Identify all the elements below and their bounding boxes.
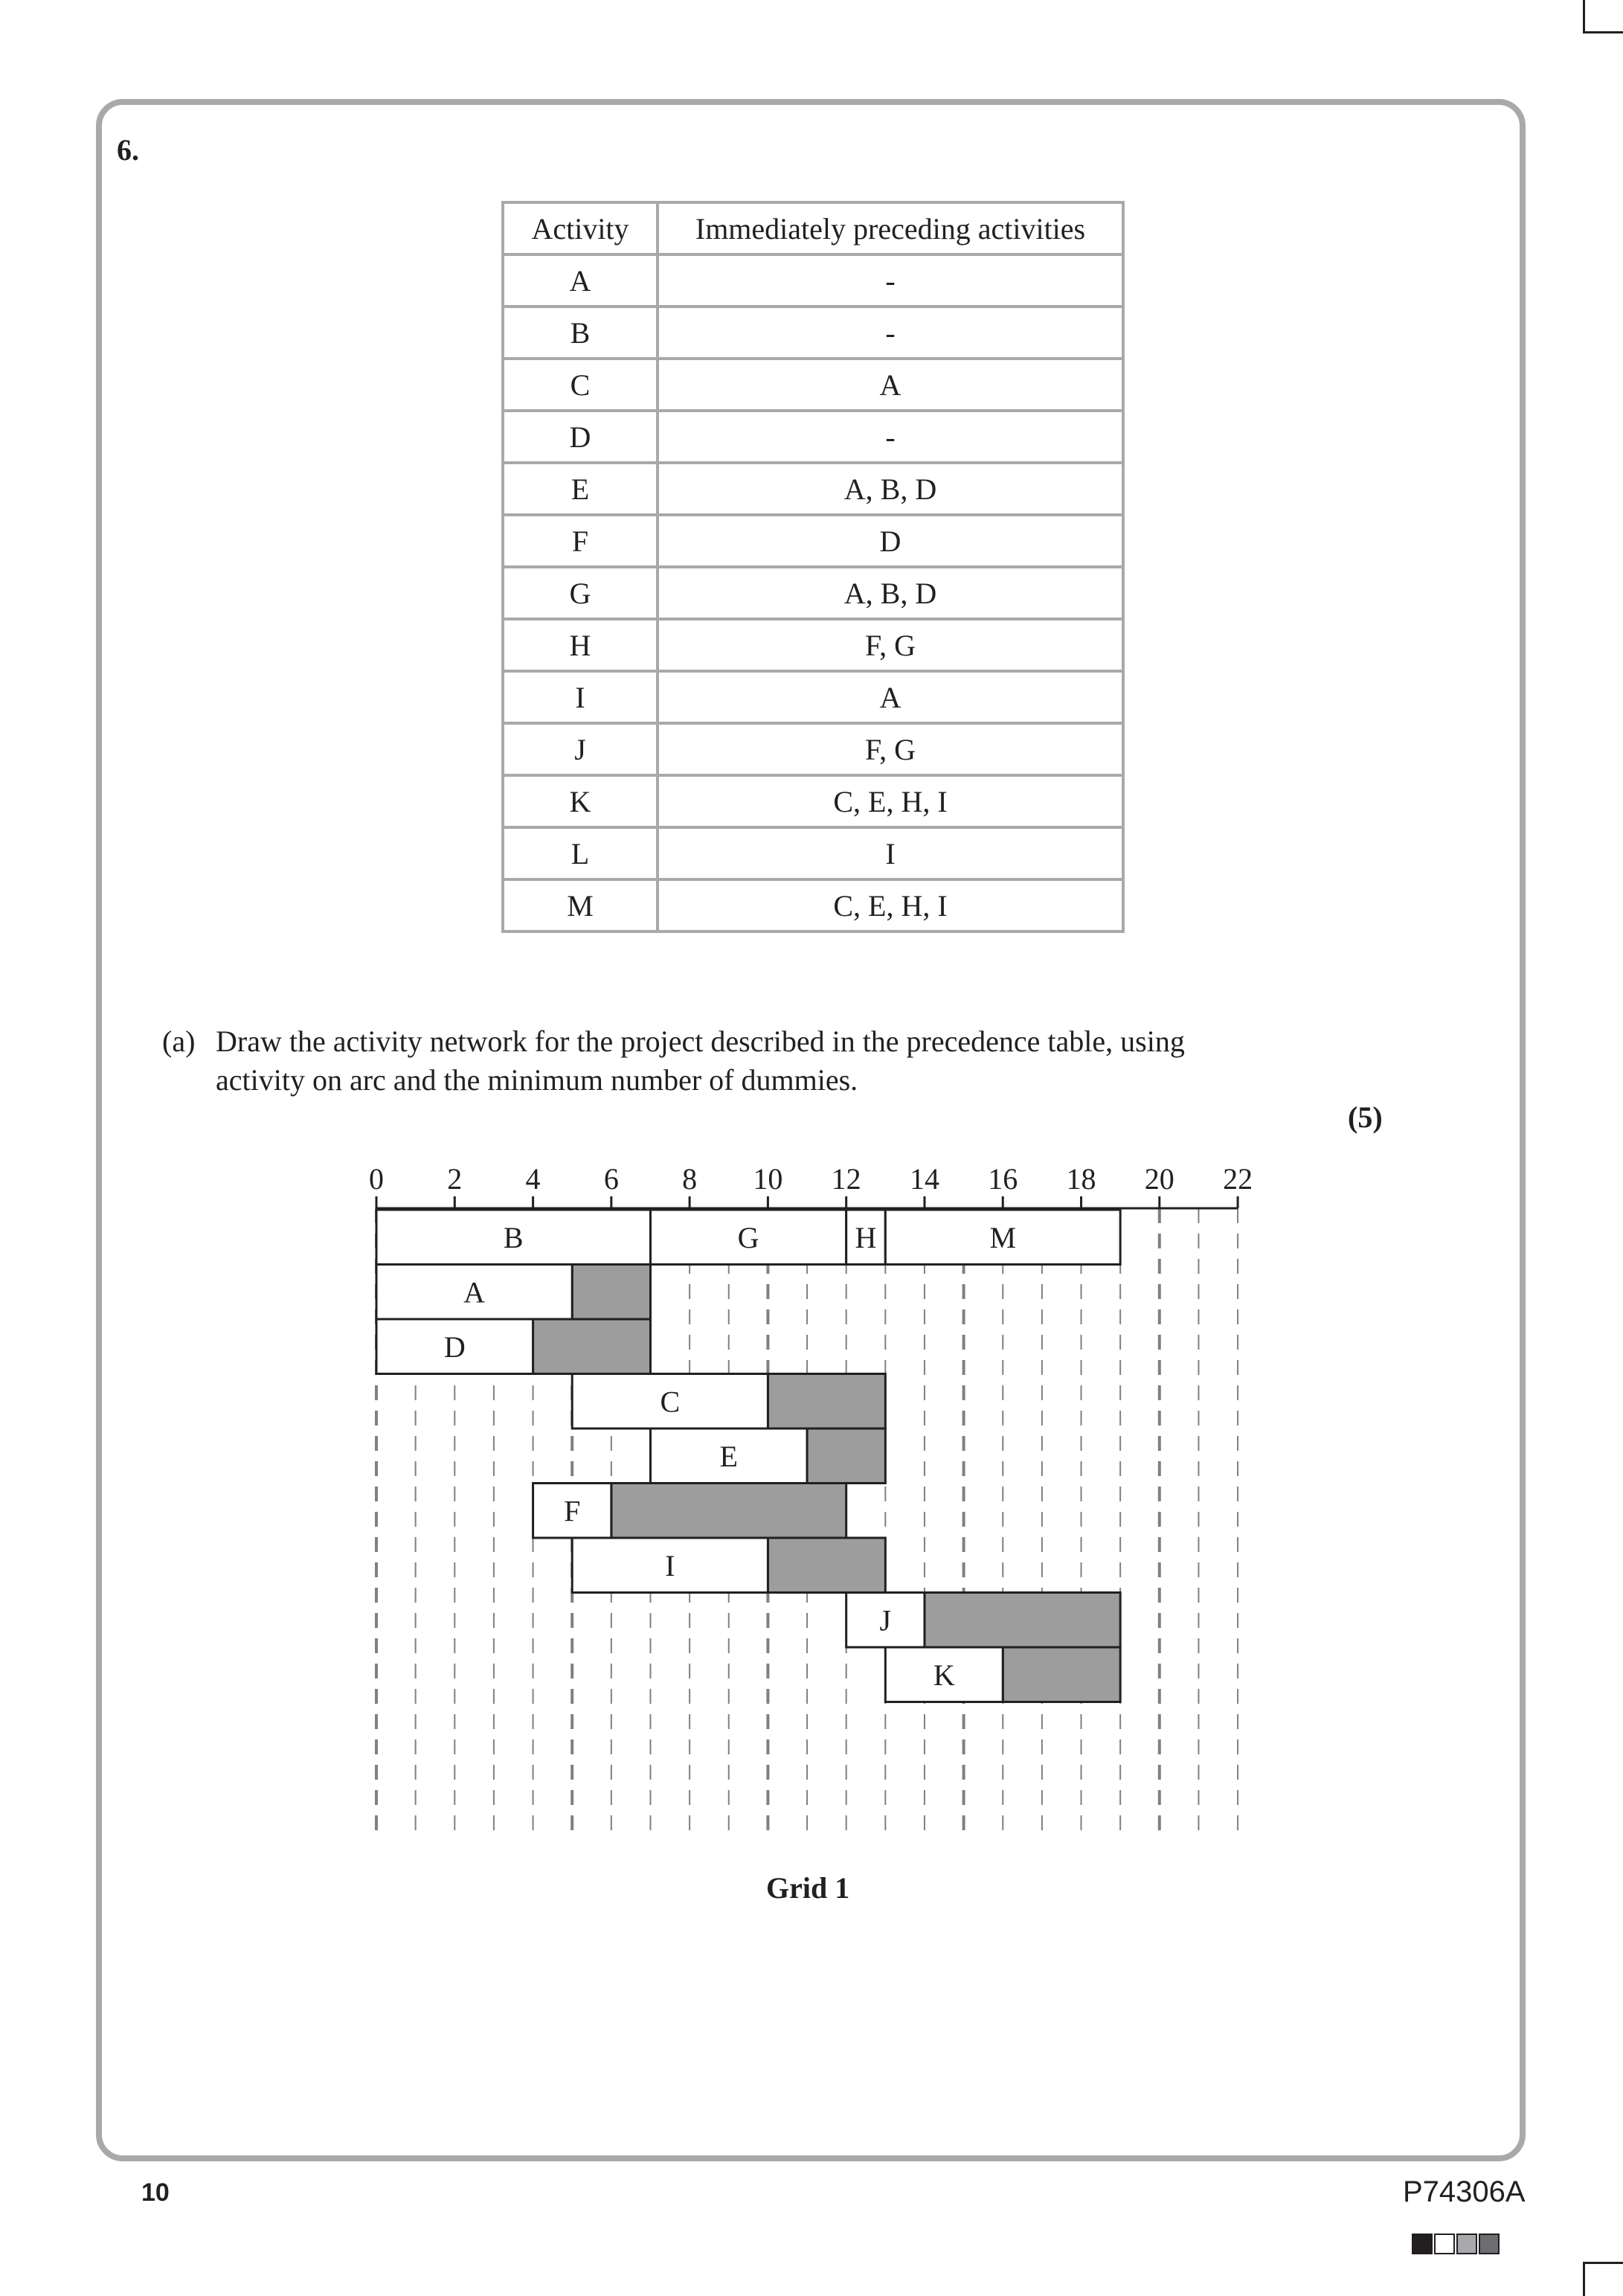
float-bar (572, 1265, 650, 1320)
activity-label: K (933, 1658, 955, 1692)
activity-cell: K (503, 775, 658, 827)
registration-block (1479, 2234, 1500, 2254)
float-bar (1003, 1647, 1120, 1702)
axis-tick-label: 14 (909, 1162, 939, 1196)
axis-tick-label: 4 (525, 1162, 541, 1196)
part-a-text-line: Draw the activity network for the project described in the precedence table, using (216, 1024, 1185, 1058)
axis-tick-label: 22 (1223, 1162, 1253, 1196)
activity-label: C (660, 1385, 681, 1419)
axis-tick-label: 10 (753, 1162, 783, 1196)
activity-label: D (443, 1330, 466, 1364)
activity-label: J (879, 1603, 892, 1638)
activity-cell: I (503, 671, 658, 723)
part-a-text-line: activity on arc and the minimum number of dummies. (216, 1063, 858, 1097)
preceding-cell: A, B, D (658, 567, 1123, 619)
grid-caption: Grid 1 (766, 1871, 850, 1905)
axis-tick-label: 18 (1066, 1162, 1096, 1196)
float-bar (611, 1484, 846, 1539)
preceding-cell: D (658, 515, 1123, 567)
activity-cell: B (503, 307, 658, 359)
page-number: 10 (141, 2178, 170, 2207)
preceding-cell: C, E, H, I (658, 879, 1123, 931)
preceding-cell: - (658, 307, 1123, 359)
registration-block (1434, 2234, 1455, 2254)
part-a-label: (a) (162, 1024, 196, 1058)
column-header-activity: Activity (503, 202, 658, 254)
preceding-cell: - (658, 411, 1123, 463)
paper-code: P74306A (1403, 2175, 1526, 2208)
activity-cell: J (503, 723, 658, 775)
activity-cell: D (503, 411, 658, 463)
preceding-cell: C, E, H, I (658, 775, 1123, 827)
activity-cell: G (503, 567, 658, 619)
print-registration-blocks (1412, 2234, 1501, 2254)
preceding-cell: A (658, 359, 1123, 411)
activity-cell: C (503, 359, 658, 411)
critical-activity-label: M (989, 1220, 1017, 1254)
float-bar (768, 1374, 885, 1429)
axis-tick-label: 8 (682, 1162, 698, 1196)
preceding-cell: F, G (658, 723, 1123, 775)
activity-cell: A (503, 254, 658, 307)
critical-activity-label: B (503, 1220, 524, 1254)
axis-tick-label: 16 (988, 1162, 1018, 1196)
activity-cell: E (503, 463, 658, 515)
marks-label: (5) (1348, 1100, 1383, 1134)
axis-tick-label: 2 (447, 1162, 463, 1196)
question-number: 6. (117, 133, 139, 167)
float-bar (533, 1319, 651, 1374)
activity-label: E (719, 1439, 738, 1473)
axis-tick-label: 12 (831, 1162, 861, 1196)
preceding-cell: A, B, D (658, 463, 1123, 515)
registration-block (1412, 2234, 1433, 2254)
activity-cell: F (503, 515, 658, 567)
axis-tick-label: 0 (369, 1162, 384, 1196)
activity-cell: H (503, 619, 658, 671)
float-bar (807, 1428, 885, 1484)
column-header-preceding: Immediately preceding activities (658, 202, 1123, 254)
preceding-cell: F, G (658, 619, 1123, 671)
axis-tick-label: 20 (1144, 1162, 1174, 1196)
float-bar (768, 1538, 885, 1593)
activity-label: I (665, 1548, 675, 1582)
preceding-cell: A (658, 671, 1123, 723)
preceding-cell: - (658, 254, 1123, 307)
float-bar (925, 1593, 1120, 1648)
critical-activity-label: G (737, 1220, 759, 1254)
registration-block (1456, 2234, 1477, 2254)
critical-activity-label: H (855, 1220, 877, 1254)
activity-label: F (564, 1494, 581, 1528)
activity-cell: M (503, 879, 658, 931)
activity-label: A (463, 1275, 486, 1309)
activity-cell: L (503, 827, 658, 879)
preceding-cell: I (658, 827, 1123, 879)
axis-tick-label: 6 (603, 1162, 619, 1196)
